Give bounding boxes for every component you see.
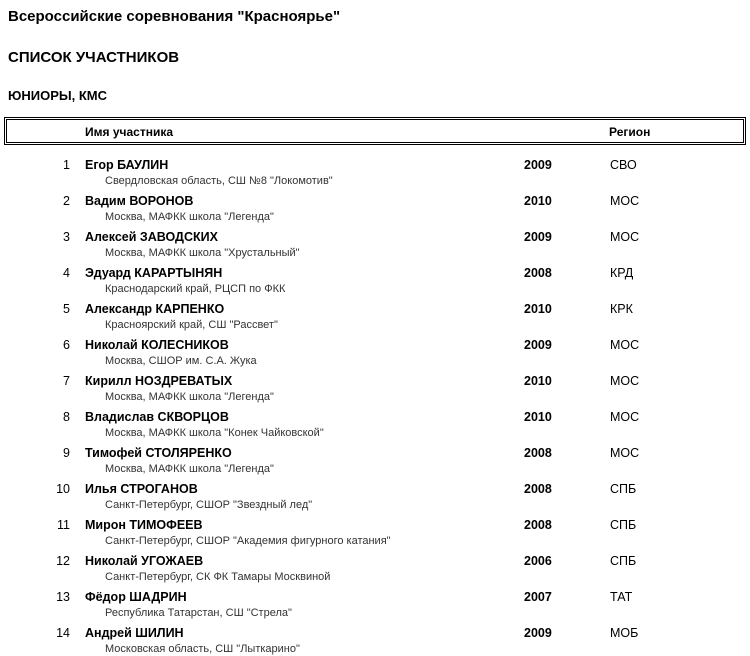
table-row xyxy=(0,590,750,619)
table-row xyxy=(0,518,750,547)
participant-name: Фёдор ШАДРИН xyxy=(85,590,187,604)
row-number: 1 xyxy=(63,158,70,172)
region-code: МОС xyxy=(610,410,640,424)
birth-year: 2009 xyxy=(524,338,552,352)
participant-name: Александр КАРПЕНКО xyxy=(85,302,225,316)
region-code: ТАТ xyxy=(610,590,633,604)
participant-name: Мирон ТИМОФЕЕВ xyxy=(85,518,203,532)
birth-year: 2008 xyxy=(524,266,552,280)
participant-main-line xyxy=(0,482,750,497)
region-code: МОС xyxy=(610,338,640,352)
participant-club: Москва, СШОР им. С.А. Жука xyxy=(105,355,257,367)
table-row xyxy=(0,374,750,403)
list-heading: СПИСОК УЧАСТНИКОВ xyxy=(8,49,180,66)
table-row xyxy=(0,230,750,259)
participant-main-line xyxy=(0,266,750,281)
row-number: 10 xyxy=(56,482,70,496)
participant-club: Москва, МАФКК школа "Легенда" xyxy=(105,463,274,475)
table-row xyxy=(0,266,750,295)
table-row xyxy=(0,410,750,439)
participant-club: Республика Татарстан, СШ "Стрела" xyxy=(105,607,292,619)
participant-name: Тимофей СТОЛЯРЕНКО xyxy=(85,446,232,460)
row-number: 11 xyxy=(57,518,70,532)
participant-name: Алексей ЗАВОДСКИХ xyxy=(85,230,218,244)
region-code: МОБ xyxy=(610,626,639,640)
column-header-participant-name: Имя участника xyxy=(85,125,174,139)
birth-year: 2008 xyxy=(524,518,552,532)
participant-club: Москва, МАФКК школа "Хрустальный" xyxy=(105,247,300,259)
participant-name: Илья СТРОГАНОВ xyxy=(85,482,198,496)
table-row xyxy=(0,158,750,187)
participant-main-line xyxy=(0,302,750,317)
table-row xyxy=(0,338,750,367)
table-row xyxy=(0,626,750,655)
participants-document-page xyxy=(0,8,750,656)
column-header-region: Регион xyxy=(609,125,651,139)
row-number: 12 xyxy=(56,554,70,568)
participant-main-line xyxy=(0,374,750,389)
category-heading: ЮНИОРЫ, КМС xyxy=(8,88,108,103)
participant-main-line xyxy=(0,626,750,641)
participant-name: Владислав СКВОРЦОВ xyxy=(85,410,229,424)
region-code: СПБ xyxy=(610,482,637,496)
participant-club: Московская область, СШ "Лыткарино" xyxy=(105,643,300,655)
region-code: МОС xyxy=(610,374,640,388)
region-code: СПБ xyxy=(610,518,637,532)
row-number: 8 xyxy=(63,410,70,424)
table-row xyxy=(0,194,750,223)
participant-club: Москва, МАФКК школа "Конек Чайковской" xyxy=(105,427,324,439)
participant-name: Кирилл НОЗДРЕВАТЫХ xyxy=(85,374,233,388)
participant-club: Санкт-Петербург, СК ФК Тамары Москвиной xyxy=(105,571,331,583)
birth-year: 2006 xyxy=(524,554,552,568)
birth-year: 2008 xyxy=(524,446,552,460)
page-title: Всероссийские соревнования "Красноярье" xyxy=(8,8,341,25)
participant-name: Николай УГОЖАЕВ xyxy=(85,554,204,568)
row-number: 5 xyxy=(63,302,70,316)
row-number: 13 xyxy=(56,590,70,604)
participant-main-line xyxy=(0,338,750,353)
participant-name: Эдуард КАРАРТЫНЯН xyxy=(85,266,223,280)
birth-year: 2010 xyxy=(524,302,552,316)
row-number: 3 xyxy=(63,230,70,244)
table-row xyxy=(0,302,750,331)
row-number: 4 xyxy=(63,266,70,280)
participant-main-line xyxy=(0,518,750,533)
participant-name: Вадим ВОРОНОВ xyxy=(85,194,194,208)
participant-main-line xyxy=(0,230,750,245)
row-number: 7 xyxy=(63,374,70,388)
participant-main-line xyxy=(0,590,750,605)
table-row xyxy=(0,446,750,475)
participant-main-line xyxy=(0,410,750,425)
participant-main-line xyxy=(0,554,750,569)
region-code: СПБ xyxy=(610,554,637,568)
participant-club: Красноярский край, СШ "Рассвет" xyxy=(105,319,278,331)
participant-name: Николай КОЛЕСНИКОВ xyxy=(85,338,229,352)
region-code: МОС xyxy=(610,194,640,208)
region-code: МОС xyxy=(610,230,640,244)
table-header xyxy=(4,117,746,145)
row-number: 14 xyxy=(56,626,70,640)
participant-club: Краснодарский край, РЦСП по ФКК xyxy=(105,283,286,295)
birth-year: 2010 xyxy=(524,374,552,388)
birth-year: 2008 xyxy=(524,482,552,496)
participant-club: Москва, МАФКК школа "Легенда" xyxy=(105,391,274,403)
table-header-row xyxy=(6,119,744,143)
birth-year: 2009 xyxy=(524,230,552,244)
region-code: СВО xyxy=(610,158,637,172)
participant-main-line xyxy=(0,446,750,461)
region-code: КРК xyxy=(610,302,633,316)
row-number: 6 xyxy=(63,338,70,352)
birth-year: 2010 xyxy=(524,194,552,208)
region-code: КРД xyxy=(610,266,634,280)
participants-list xyxy=(0,158,750,655)
participant-club: Санкт-Петербург, СШОР "Звездный лед" xyxy=(105,499,313,511)
participant-club: Санкт-Петербург, СШОР "Академия фигурного катания" xyxy=(105,535,391,547)
row-number: 9 xyxy=(63,446,70,460)
participant-main-line xyxy=(0,158,750,173)
birth-year: 2009 xyxy=(524,626,552,640)
region-code: МОС xyxy=(610,446,640,460)
participant-name: Андрей ШИЛИН xyxy=(85,626,184,640)
table-row xyxy=(0,482,750,511)
participant-club: Москва, МАФКК школа "Легенда" xyxy=(105,211,274,223)
participant-club: Свердловская область, СШ №8 "Локомотив" xyxy=(105,175,333,187)
table-row xyxy=(0,554,750,583)
birth-year: 2010 xyxy=(524,410,552,424)
participant-main-line xyxy=(0,194,750,209)
participant-name: Егор БАУЛИН xyxy=(85,158,169,172)
birth-year: 2007 xyxy=(524,590,552,604)
birth-year: 2009 xyxy=(524,158,552,172)
row-number: 2 xyxy=(63,194,70,208)
